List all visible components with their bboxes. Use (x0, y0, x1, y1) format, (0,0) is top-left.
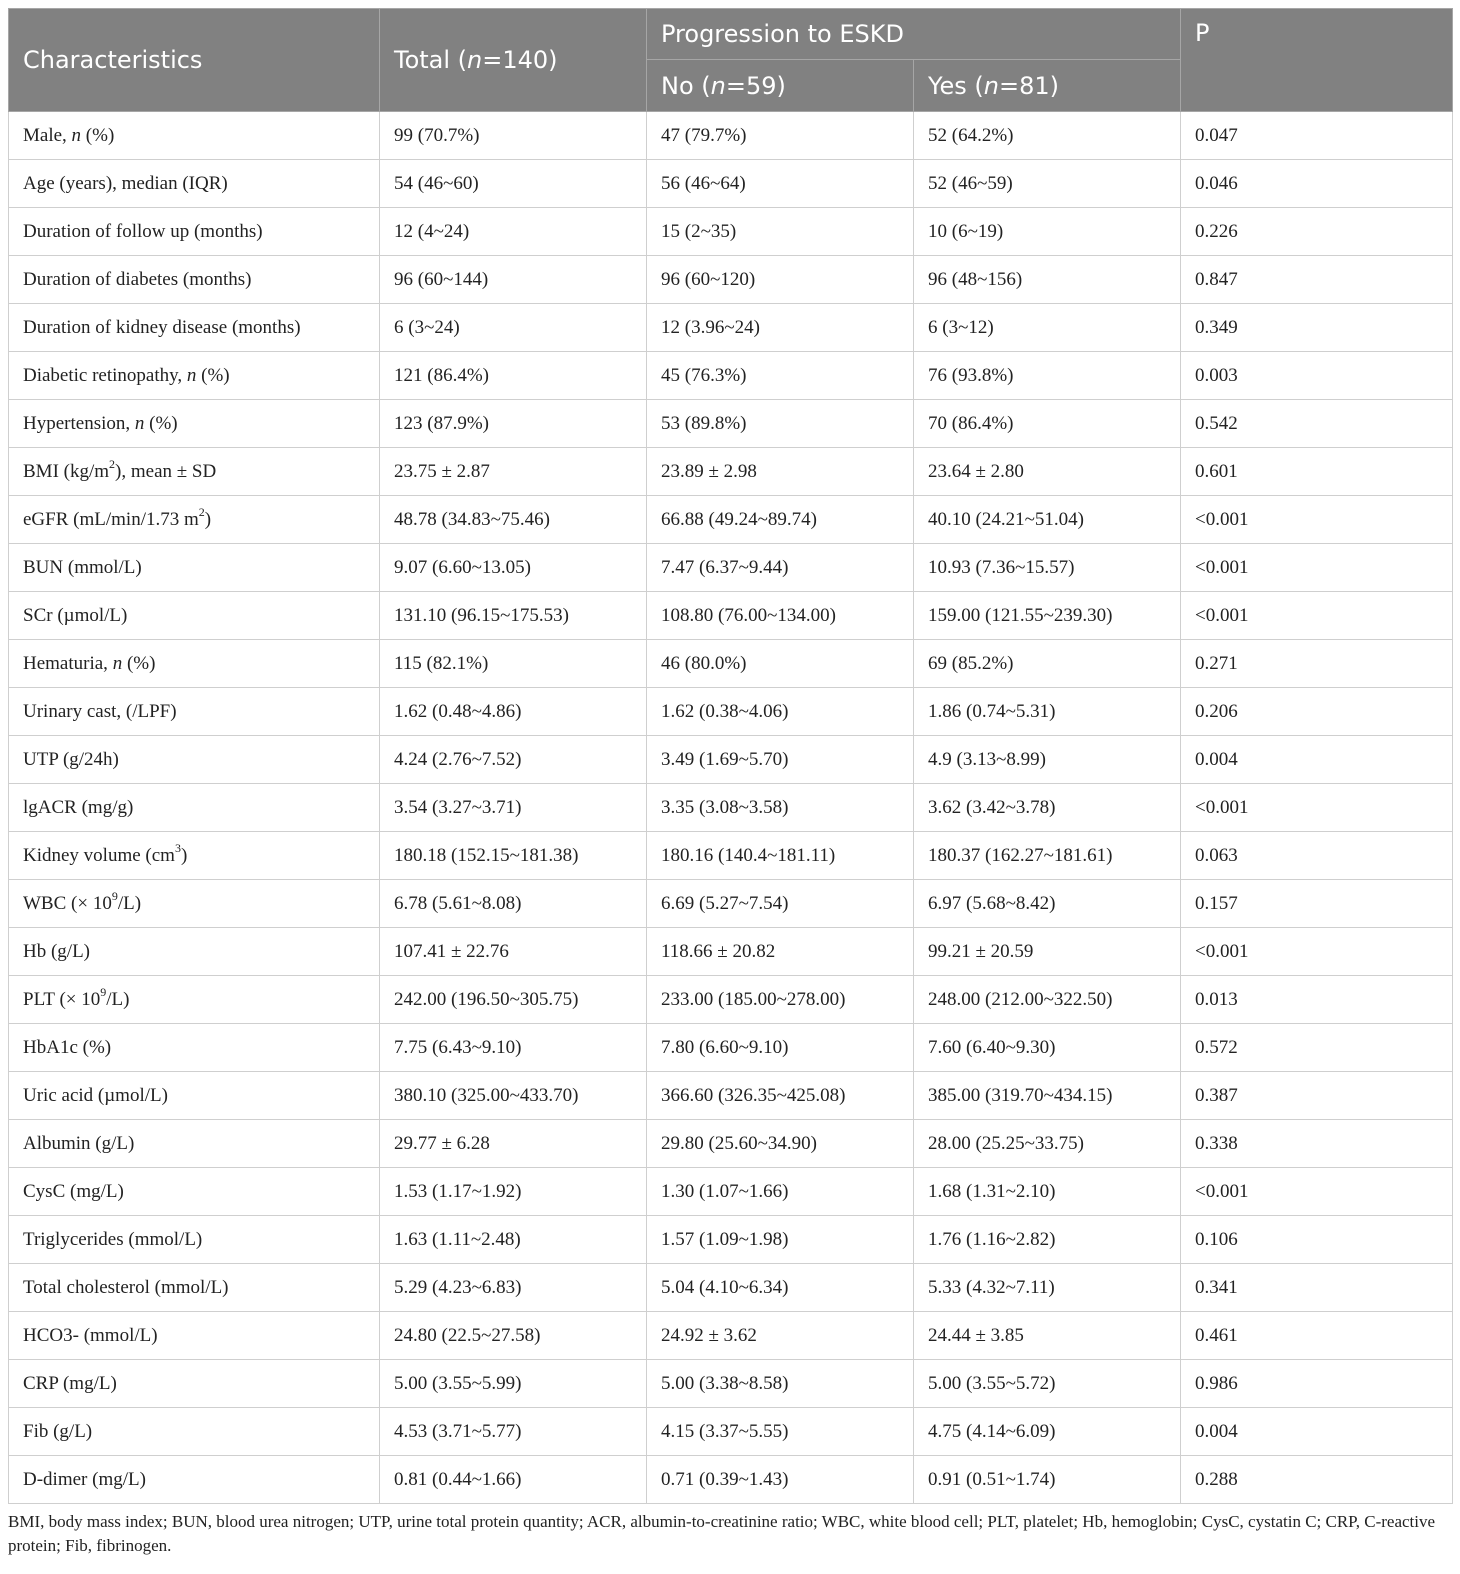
cell-no: 5.04 (4.10~6.34) (647, 1264, 914, 1312)
cell-no: 24.92 ± 3.62 (647, 1312, 914, 1360)
cell-characteristic: Hematuria, n (%) (9, 640, 380, 688)
cell-characteristic: WBC (× $10^9/L$) (9, 880, 380, 928)
cell-no: 47 (79.7%) (647, 112, 914, 160)
cell-p-value: <0.001 (1181, 496, 1453, 544)
cell-characteristic: UTP (g/24h) (9, 736, 380, 784)
cell-total: 115 (82.1%) (380, 640, 647, 688)
cell-total: 54 (46~60) (380, 160, 647, 208)
cell-yes: 0.91 (0.51~1.74) (914, 1456, 1181, 1504)
cell-total: 23.75 ± 2.87 (380, 448, 647, 496)
cell-characteristic: D-dimer (mg/L) (9, 1456, 380, 1504)
cell-yes: 28.00 (25.25~33.75) (914, 1120, 1181, 1168)
cell-characteristic: Total cholesterol (mmol/L) (9, 1264, 380, 1312)
table-row (9, 592, 1453, 640)
header-no: No (n=59) (647, 60, 914, 112)
cell-total: 1.53 (1.17~1.92) (380, 1168, 647, 1216)
cell-p-value: 0.542 (1181, 400, 1453, 448)
cell-characteristic: Hb (g/L) (9, 928, 380, 976)
cell-yes: 10 (6~19) (914, 208, 1181, 256)
cell-no: 118.66 ± 20.82 (647, 928, 914, 976)
header-total: Total (n=140) (380, 9, 647, 112)
cell-no: 233.00 (185.00~278.00) (647, 976, 914, 1024)
cell-p-value: 0.063 (1181, 832, 1453, 880)
cell-p-value: 0.601 (1181, 448, 1453, 496)
cell-p-value: 0.106 (1181, 1216, 1453, 1264)
table-row (9, 448, 1453, 496)
cell-no: 1.57 (1.09~1.98) (647, 1216, 914, 1264)
cell-no: 96 (60~120) (647, 256, 914, 304)
cell-total: 242.00 (196.50~305.75) (380, 976, 647, 1024)
cell-p-value: <0.001 (1181, 592, 1453, 640)
cell-p-value: 0.271 (1181, 640, 1453, 688)
cell-total: 29.77 ± 6.28 (380, 1120, 647, 1168)
cell-total: 5.29 (4.23~6.83) (380, 1264, 647, 1312)
table-row (9, 352, 1453, 400)
cell-p-value: 0.349 (1181, 304, 1453, 352)
cell-total: 107.41 ± 22.76 (380, 928, 647, 976)
cell-characteristic: lgACR (mg/g) (9, 784, 380, 832)
cell-no: 29.80 (25.60~34.90) (647, 1120, 914, 1168)
cell-total: 3.54 (3.27~3.71) (380, 784, 647, 832)
cell-total: 5.00 (3.55~5.99) (380, 1360, 647, 1408)
cell-total: 7.75 (6.43~9.10) (380, 1024, 647, 1072)
cell-total: 6.78 (5.61~8.08) (380, 880, 647, 928)
cell-total: 123 (87.9%) (380, 400, 647, 448)
cell-yes: 4.9 (3.13~8.99) (914, 736, 1181, 784)
cell-no: 46 (80.0%) (647, 640, 914, 688)
cell-total: 99 (70.7%) (380, 112, 647, 160)
cell-yes: 6.97 (5.68~8.42) (914, 880, 1181, 928)
cell-total: 12 (4~24) (380, 208, 647, 256)
cell-p-value: 0.288 (1181, 1456, 1453, 1504)
cell-no: 3.35 (3.08~3.58) (647, 784, 914, 832)
cell-p-value: 0.046 (1181, 160, 1453, 208)
table-row (9, 928, 1453, 976)
cell-characteristic: Uric acid (µmol/L) (9, 1072, 380, 1120)
cell-yes: 1.76 (1.16~2.82) (914, 1216, 1181, 1264)
cell-yes: 10.93 (7.36~15.57) (914, 544, 1181, 592)
cell-characteristic: BUN (mmol/L) (9, 544, 380, 592)
cell-characteristic: Duration of diabetes (months) (9, 256, 380, 304)
cell-characteristic: Fib (g/L) (9, 1408, 380, 1456)
cell-total: 131.10 (96.15~175.53) (380, 592, 647, 640)
cell-characteristic: Urinary cast, (/LPF) (9, 688, 380, 736)
table-row (9, 1168, 1453, 1216)
cell-no: 4.15 (3.37~5.55) (647, 1408, 914, 1456)
cell-characteristic: HCO3- (mmol/L) (9, 1312, 380, 1360)
cell-total: 48.78 (34.83~75.46) (380, 496, 647, 544)
cell-total: 380.10 (325.00~433.70) (380, 1072, 647, 1120)
cell-no: 66.88 (49.24~89.74) (647, 496, 914, 544)
table-row (9, 1024, 1453, 1072)
cell-no: 108.80 (76.00~134.00) (647, 592, 914, 640)
cell-no: 5.00 (3.38~8.58) (647, 1360, 914, 1408)
cell-characteristic: Albumin (g/L) (9, 1120, 380, 1168)
cell-characteristic: Age (years), median (IQR) (9, 160, 380, 208)
cell-yes: 52 (46~59) (914, 160, 1181, 208)
cell-total: 1.62 (0.48~4.86) (380, 688, 647, 736)
cell-characteristic: CysC (mg/L) (9, 1168, 380, 1216)
cell-characteristic: SCr (µmol/L) (9, 592, 380, 640)
cell-p-value: 0.387 (1181, 1072, 1453, 1120)
cell-yes: 1.68 (1.31~2.10) (914, 1168, 1181, 1216)
cell-no: 1.62 (0.38~4.06) (647, 688, 914, 736)
cell-no: 7.80 (6.60~9.10) (647, 1024, 914, 1072)
table-row (9, 784, 1453, 832)
cell-no: 53 (89.8%) (647, 400, 914, 448)
cell-yes: 5.00 (3.55~5.72) (914, 1360, 1181, 1408)
table-row (9, 976, 1453, 1024)
cell-characteristic: BMI $(kg/m^2)$, mean ± SD (9, 448, 380, 496)
table-row (9, 400, 1453, 448)
cell-no: 0.71 (0.39~1.43) (647, 1456, 914, 1504)
cell-characteristic: eGFR (mL/min/1.73 $m^2$) (9, 496, 380, 544)
table-row (9, 640, 1453, 688)
cell-yes: 96 (48~156) (914, 256, 1181, 304)
cell-no: 180.16 (140.4~181.11) (647, 832, 914, 880)
table-row (9, 880, 1453, 928)
table-row (9, 544, 1453, 592)
cell-characteristic: Duration of kidney disease (months) (9, 304, 380, 352)
cell-p-value: 0.004 (1181, 736, 1453, 784)
characteristics-table (8, 8, 1453, 1504)
header-characteristics: Characteristics (9, 9, 380, 112)
cell-p-value: 0.461 (1181, 1312, 1453, 1360)
cell-yes: 248.00 (212.00~322.50) (914, 976, 1181, 1024)
header-p-value: P (1181, 9, 1453, 112)
cell-total: 9.07 (6.60~13.05) (380, 544, 647, 592)
table-row (9, 160, 1453, 208)
cell-yes: 69 (85.2%) (914, 640, 1181, 688)
cell-p-value: 0.013 (1181, 976, 1453, 1024)
table-row (9, 1456, 1453, 1504)
cell-no: 15 (2~35) (647, 208, 914, 256)
cell-no: 366.60 (326.35~425.08) (647, 1072, 914, 1120)
cell-yes: 1.86 (0.74~5.31) (914, 688, 1181, 736)
cell-p-value: 0.004 (1181, 1408, 1453, 1456)
cell-characteristic: Hypertension, n (%) (9, 400, 380, 448)
table-row (9, 256, 1453, 304)
cell-yes: 24.44 ± 3.85 (914, 1312, 1181, 1360)
cell-total: 6 (3~24) (380, 304, 647, 352)
table-footnote: BMI, body mass index; BUN, blood urea nitrogen; UTP, urine total protein quantity; ACR, albumin-to-creatinine ratio; WBC, white blood cell; PLT, platelet; Hb, hemoglobin; CysC, cystatin C; CRP, C-reactive protein; Fib, fibrinogen. (8, 1512, 1436, 1555)
header-yes: Yes (n=81) (914, 60, 1181, 112)
cell-yes: 180.37 (162.27~181.61) (914, 832, 1181, 880)
table-body (9, 112, 1453, 1504)
table-row (9, 688, 1453, 736)
cell-p-value: 0.157 (1181, 880, 1453, 928)
cell-no: 45 (76.3%) (647, 352, 914, 400)
cell-total: 0.81 (0.44~1.66) (380, 1456, 647, 1504)
cell-total: 4.24 (2.76~7.52) (380, 736, 647, 784)
cell-characteristic: CRP (mg/L) (9, 1360, 380, 1408)
cell-yes: 6 (3~12) (914, 304, 1181, 352)
table-container (8, 8, 1452, 1558)
cell-yes: 52 (64.2%) (914, 112, 1181, 160)
cell-total: 1.63 (1.11~2.48) (380, 1216, 647, 1264)
cell-total: 4.53 (3.71~5.77) (380, 1408, 647, 1456)
cell-p-value: 0.338 (1181, 1120, 1453, 1168)
cell-no: 3.49 (1.69~5.70) (647, 736, 914, 784)
cell-p-value: 0.341 (1181, 1264, 1453, 1312)
cell-total: 24.80 (22.5~27.58) (380, 1312, 647, 1360)
cell-no: 1.30 (1.07~1.66) (647, 1168, 914, 1216)
cell-yes: 159.00 (121.55~239.30) (914, 592, 1181, 640)
cell-yes: 76 (93.8%) (914, 352, 1181, 400)
table-row (9, 832, 1453, 880)
table-row (9, 1408, 1453, 1456)
cell-yes: 23.64 ± 2.80 (914, 448, 1181, 496)
cell-characteristic: Triglycerides (mmol/L) (9, 1216, 380, 1264)
cell-no: 6.69 (5.27~7.54) (647, 880, 914, 928)
table-row (9, 1312, 1453, 1360)
cell-total: 180.18 (152.15~181.38) (380, 832, 647, 880)
table-row (9, 112, 1453, 160)
cell-yes: 40.10 (24.21~51.04) (914, 496, 1181, 544)
table-row (9, 1264, 1453, 1312)
cell-p-value: 0.226 (1181, 208, 1453, 256)
cell-yes: 99.21 ± 20.59 (914, 928, 1181, 976)
cell-p-value: <0.001 (1181, 1168, 1453, 1216)
cell-yes: 5.33 (4.32~7.11) (914, 1264, 1181, 1312)
cell-p-value: 0.572 (1181, 1024, 1453, 1072)
cell-p-value: 0.847 (1181, 256, 1453, 304)
table-row (9, 1216, 1453, 1264)
cell-characteristic: Duration of follow up (months) (9, 208, 380, 256)
table-row (9, 496, 1453, 544)
cell-characteristic: PLT (× $10^9/L$) (9, 976, 380, 1024)
table-row (9, 208, 1453, 256)
table-row (9, 1120, 1453, 1168)
cell-characteristic: HbA1c (%) (9, 1024, 380, 1072)
cell-no: 23.89 ± 2.98 (647, 448, 914, 496)
cell-p-value: 0.986 (1181, 1360, 1453, 1408)
table-row (9, 736, 1453, 784)
table-row (9, 1072, 1453, 1120)
cell-total: 121 (86.4%) (380, 352, 647, 400)
header-progression-to-eskd: Progression to ESKD (647, 9, 1181, 60)
cell-characteristic: Kidney volume $(cm^3)$ (9, 832, 380, 880)
cell-total: 96 (60~144) (380, 256, 647, 304)
cell-p-value: 0.003 (1181, 352, 1453, 400)
cell-no: 7.47 (6.37~9.44) (647, 544, 914, 592)
cell-yes: 3.62 (3.42~3.78) (914, 784, 1181, 832)
cell-no: 56 (46~64) (647, 160, 914, 208)
cell-p-value: <0.001 (1181, 928, 1453, 976)
cell-no: 12 (3.96~24) (647, 304, 914, 352)
cell-yes: 7.60 (6.40~9.30) (914, 1024, 1181, 1072)
cell-p-value: <0.001 (1181, 784, 1453, 832)
cell-yes: 70 (86.4%) (914, 400, 1181, 448)
table-row (9, 1360, 1453, 1408)
cell-characteristic: Diabetic retinopathy, n (%) (9, 352, 380, 400)
table-header (9, 9, 1453, 112)
cell-yes: 4.75 (4.14~6.09) (914, 1408, 1181, 1456)
cell-p-value: 0.206 (1181, 688, 1453, 736)
cell-p-value: 0.047 (1181, 112, 1453, 160)
cell-p-value: <0.001 (1181, 544, 1453, 592)
cell-characteristic: Male, n (%) (9, 112, 380, 160)
cell-yes: 385.00 (319.70~434.15) (914, 1072, 1181, 1120)
table-row (9, 304, 1453, 352)
